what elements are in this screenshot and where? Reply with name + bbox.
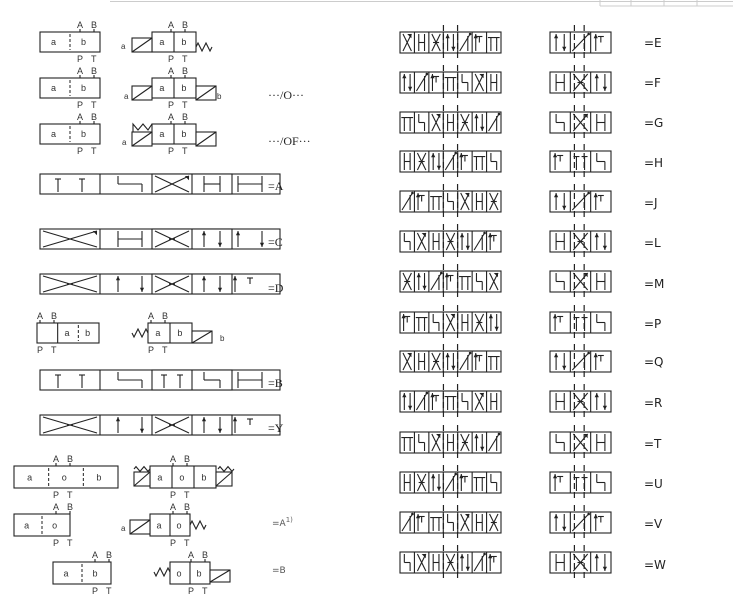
port-label-B: B	[51, 311, 58, 321]
port-label-T: T	[182, 100, 188, 110]
port-label-A: A	[77, 112, 84, 122]
label-right-p: =P	[644, 317, 662, 331]
symbol-d-pair-right	[152, 274, 232, 294]
symbol-r-right	[550, 384, 611, 419]
symbol-w-right	[550, 545, 611, 580]
valve-solenoid-spring	[121, 20, 212, 64]
port-label-B: B	[182, 66, 189, 76]
port-label-P: P	[188, 586, 195, 596]
port-label-T: T	[91, 100, 97, 110]
valve-single-a-b	[37, 311, 99, 355]
symbol-j-right	[550, 184, 611, 219]
port-label-P: P	[170, 490, 177, 500]
label-right-g: =G	[644, 116, 664, 130]
symbol-a-pair-right	[152, 174, 232, 194]
port-label-b: b	[181, 37, 187, 48]
label-left-of: ···/OF···	[268, 134, 311, 148]
port-label-a: a	[155, 328, 161, 339]
port-label-A: A	[92, 550, 99, 560]
port-label-P: P	[77, 146, 84, 156]
port-label-A: A	[170, 502, 177, 512]
port-label-o: o	[179, 472, 185, 483]
symbol-p-left	[400, 305, 501, 340]
port-label-a: a	[64, 328, 70, 339]
port-label-T: T	[182, 54, 188, 64]
symbol-v-right	[550, 505, 611, 540]
symbol-j-left	[400, 184, 501, 219]
port-label-T: T	[91, 54, 97, 64]
port-label-T: T	[91, 146, 97, 156]
symbol-f-left	[400, 65, 501, 100]
port-label-B: B	[91, 66, 98, 76]
valve-2pos-o-b-single	[53, 550, 112, 596]
port-label-a: a	[124, 92, 129, 101]
port-label-a: a	[121, 42, 126, 51]
port-label-T: T	[184, 538, 190, 548]
symbol-h-left	[400, 144, 501, 179]
valve-double-solenoid	[124, 66, 222, 110]
label-right-u: =U	[644, 477, 663, 491]
symbol-e-right	[550, 25, 611, 60]
label-left-a2	[272, 516, 293, 529]
label-right-l: =L	[644, 236, 661, 250]
port-label-b: b	[92, 568, 98, 579]
label-right-t: =T	[644, 437, 662, 451]
port-label-a: a	[50, 83, 57, 94]
symbol-l-left	[400, 224, 501, 259]
label-right-w: =W	[644, 558, 666, 572]
port-label-T: T	[67, 538, 73, 548]
port-label-b: b	[80, 129, 87, 140]
label-left-b: =B	[268, 376, 283, 390]
port-label-a: a	[63, 568, 69, 579]
port-label-B: B	[91, 112, 98, 122]
port-label-A: A	[170, 454, 177, 464]
port-label-P: P	[168, 146, 175, 156]
port-label-P: P	[53, 490, 60, 500]
symbol-h-right	[550, 144, 611, 179]
symbol-b-pair-right	[152, 370, 232, 390]
label-left-y: =Y	[268, 421, 284, 435]
port-label-A: A	[148, 311, 155, 321]
valve-2pos-a-b	[40, 20, 100, 64]
symbol-w-left	[400, 545, 501, 580]
port-label-B: B	[184, 502, 191, 512]
port-label-T: T	[162, 345, 168, 355]
label-left-o: ···/O···	[268, 88, 304, 102]
symbol-c-pair-right	[152, 229, 232, 249]
symbol-f-right	[550, 65, 611, 100]
port-label-B: B	[182, 112, 189, 122]
symbol-q-left	[400, 344, 501, 379]
symbol-t-left	[400, 425, 501, 460]
symbol-g-right	[550, 105, 611, 140]
port-label-B: B	[184, 454, 191, 464]
port-label-a: a	[157, 472, 163, 483]
symbols-layer	[14, 20, 611, 596]
valve-2pos-a-b-3	[40, 112, 100, 156]
port-label-b: b	[201, 472, 207, 483]
symbol-l-right	[550, 224, 611, 259]
label-left-a: =A	[268, 179, 284, 193]
port-label-P: P	[77, 54, 84, 64]
port-label-T: T	[106, 586, 112, 596]
port-label-A: A	[168, 112, 175, 122]
valve-spring-solenoid-b	[132, 311, 225, 355]
port-label-b: b	[80, 37, 87, 48]
port-label-T: T	[51, 345, 57, 355]
top-frame	[110, 0, 733, 6]
symbol-r-left	[400, 384, 501, 419]
port-label-b: b	[217, 92, 222, 101]
valve-2pos-a-b-2	[40, 66, 100, 110]
port-label-a: a	[121, 524, 126, 533]
port-label-P: P	[37, 345, 44, 355]
port-label-b: b	[181, 83, 187, 94]
label-right-e: =E	[644, 36, 662, 50]
port-label-P: P	[92, 586, 99, 596]
port-label-b: b	[85, 328, 91, 339]
label-right-h: =H	[644, 156, 664, 170]
port-label-B: B	[182, 20, 189, 30]
port-label-P: P	[170, 538, 177, 548]
symbol-v-left	[400, 505, 501, 540]
port-label-o: o	[176, 568, 182, 579]
port-label-b: b	[80, 83, 87, 94]
port-label-a: a	[27, 472, 33, 483]
port-label-T: T	[184, 490, 190, 500]
port-label-B: B	[106, 550, 113, 560]
port-label-a: a	[159, 129, 165, 140]
port-label-o: o	[61, 472, 67, 483]
port-label-A: A	[168, 20, 175, 30]
port-label-P: P	[168, 54, 175, 64]
port-label-P: P	[168, 100, 175, 110]
symbol-u-right	[550, 465, 611, 500]
label-left-b2: =B	[272, 566, 286, 576]
label-right-f: =F	[644, 76, 661, 90]
port-label-a: a	[159, 37, 165, 48]
port-label-B: B	[67, 454, 74, 464]
port-label-T: T	[67, 490, 73, 500]
symbol-e-left	[400, 25, 501, 60]
port-label-a: a	[159, 83, 165, 94]
port-label-A: A	[37, 311, 44, 321]
port-label-A: A	[53, 502, 60, 512]
port-label-a: a	[24, 520, 30, 531]
valve-detent-solenoid	[122, 112, 216, 156]
symbol-m-left	[400, 264, 501, 299]
label-left-a2-note: 1)	[285, 516, 293, 524]
label-right-m: =M	[644, 277, 665, 291]
label-left-d: =D	[268, 281, 284, 295]
valve-2pos-o-b-spring	[154, 550, 230, 596]
port-label-b: b	[196, 568, 202, 579]
port-label-B: B	[91, 20, 98, 30]
label-right-r: =R	[644, 396, 663, 410]
port-label-A: A	[168, 66, 175, 76]
label-left-c: =C	[268, 235, 283, 249]
port-label-b: b	[96, 472, 102, 483]
port-label-a: a	[156, 520, 162, 531]
port-label-P: P	[148, 345, 155, 355]
label-right-q: =Q	[644, 355, 664, 369]
port-label-B: B	[162, 311, 169, 321]
port-label-P: P	[77, 100, 84, 110]
port-label-b: b	[220, 334, 225, 343]
symbol-u-left	[400, 465, 501, 500]
port-label-B: B	[202, 550, 209, 560]
valve-3pos-springs	[134, 454, 234, 500]
symbol-p-right	[550, 305, 611, 340]
port-label-b: b	[181, 129, 187, 140]
symbol-q-right	[550, 344, 611, 379]
port-label-a: a	[50, 129, 57, 140]
symbol-y-pair-right	[152, 415, 232, 435]
port-label-o: o	[52, 520, 58, 531]
valve-2pos-a-o-spring	[121, 502, 206, 548]
label-right-j: =J	[644, 196, 658, 210]
port-label-A: A	[53, 454, 60, 464]
port-label-b: b	[177, 328, 183, 339]
port-label-A: A	[188, 550, 195, 560]
valve-2pos-a-o	[14, 502, 73, 548]
port-label-T: T	[202, 586, 208, 596]
port-label-B: B	[67, 502, 74, 512]
symbol-t-right	[550, 425, 611, 460]
port-label-A: A	[77, 20, 84, 30]
port-label-a: a	[122, 138, 127, 147]
label-right-v: =V	[644, 517, 663, 531]
port-label-A: A	[77, 66, 84, 76]
port-label-P: P	[53, 538, 60, 548]
symbol-m-right	[550, 264, 611, 299]
port-label-o: o	[176, 520, 182, 531]
port-label-a: a	[50, 37, 57, 48]
symbol-g-left	[400, 105, 501, 140]
label-left-a2-text: =A	[272, 519, 286, 529]
valve-3pos-a-o-b	[14, 454, 118, 500]
port-label-T: T	[182, 146, 188, 156]
